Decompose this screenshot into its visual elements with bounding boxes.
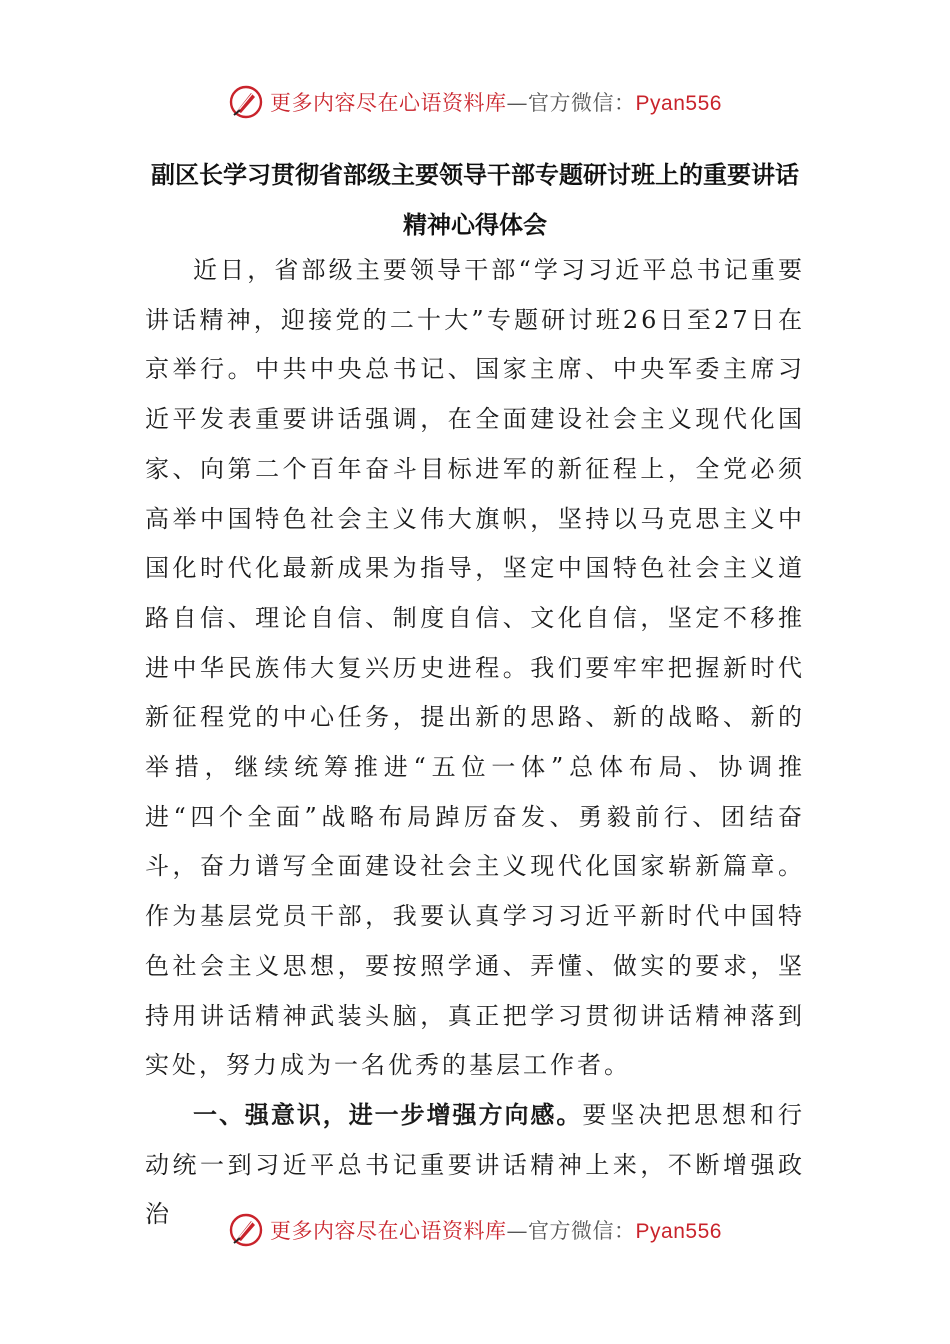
paragraph-2-text: 要坚决把思想和行动统一到习近平总书记重要讲话精神上来，不断增强政治 (145, 1100, 806, 1229)
banner-wechat-label: 官方微信： (528, 1219, 636, 1243)
paragraph-1-text: 近日，省部级主要领导干部“学习习近平总书记重要讲话精神，迎接党的二十大”专题研讨班26日至27日在京举行。中共中央总书记、国家主席、中央军委主席习近平发表重要讲话强调，在全面建设社会主义现代化国家、向第二个百年奋斗目标进军的新征程上，全党必须高举中国特色社会主义伟大旗帜，坚持以马克思主义中国化时代化最新成果为指导，坚定中国特色社会主义道路自信、理论自信、制度自信、文化自信，坚定不移推进中华民族伟大复兴历史进程。我们要牢牢把握新时代新征程党的中心任务，提出新的思路、新的战略、新的举措，继续统筹推进“五位一体”总体布局、协调推进“四个全面”战略布局踔厉奋发、勇毅前行、团结奋斗，奋力谱写全面建设社会主义现代化国家崭新篇章。作为基层党员干部，我要认真学习习近平新时代中国特色社会主义思想，要按照学通、弄懂、做实的要求，坚持用讲话精神武装头脑，真正把学习贯彻讲话精神落到实处，努力成为一名优秀的基层工作者。 (145, 256, 805, 1080)
banner-wechat-account: Pyan556 (635, 1220, 722, 1243)
document-body (145, 246, 805, 1240)
document-title: 副区长学习贯彻省部级主要领导干部专题研讨班上的重要讲话精神心得体会 (151, 161, 799, 239)
banner-wechat-label: 官方微信： (528, 91, 636, 115)
quill-logo-icon (228, 1212, 264, 1248)
footer-watermark-banner (0, 1208, 950, 1252)
banner-dash: — (506, 1219, 529, 1243)
quill-logo-icon (228, 84, 264, 120)
body-paragraph-1 (145, 246, 805, 1091)
paragraph-2-heading: 一、强意识，进一步增强方向感。 (193, 1100, 583, 1129)
banner-site-text: 更多内容尽在心语资料库 (270, 91, 507, 115)
banner-site-text: 更多内容尽在心语资料库 (270, 1219, 507, 1243)
banner-dash: — (506, 91, 529, 115)
banner-wechat-account: Pyan556 (635, 92, 722, 115)
header-watermark-banner (0, 80, 950, 124)
